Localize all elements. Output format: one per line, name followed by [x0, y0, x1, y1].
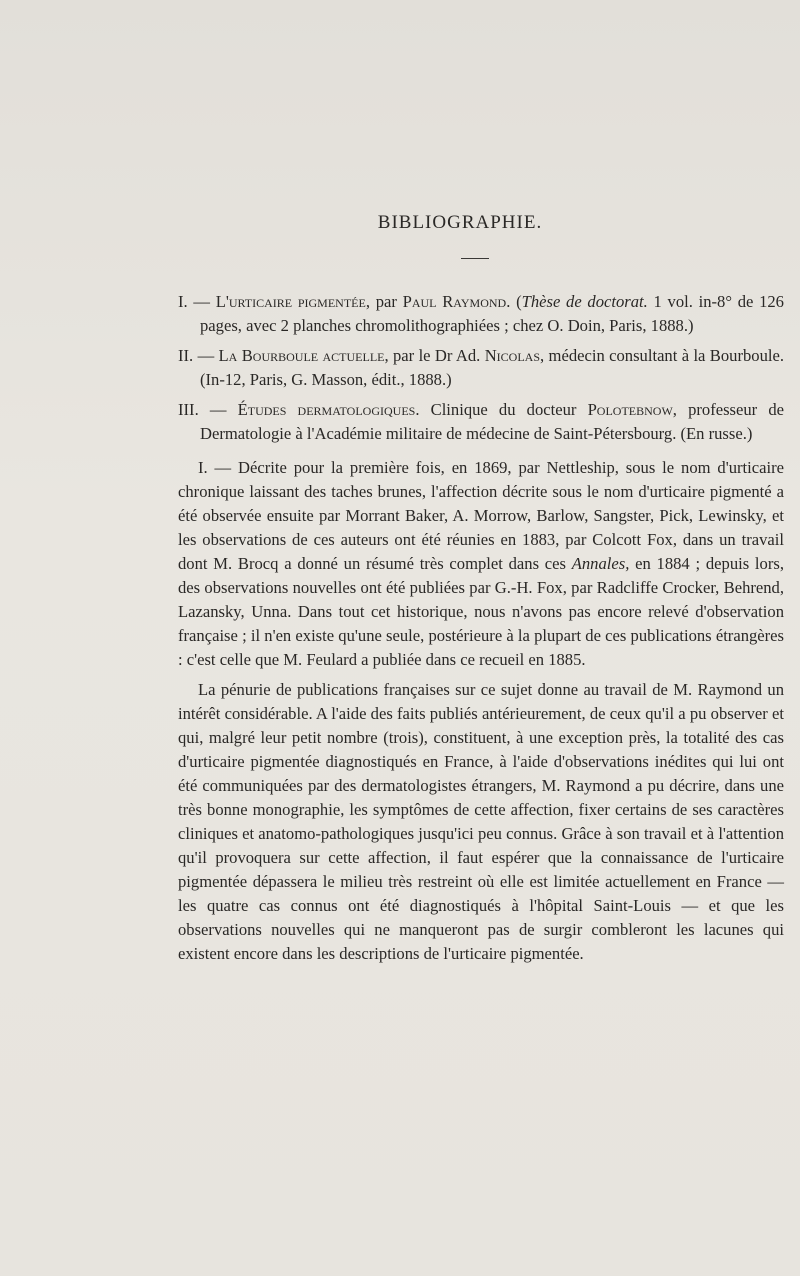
- text-body: [178, 284, 784, 972]
- entry-author: Nicolas: [484, 346, 541, 365]
- bibliography-entry-1: I. — L'urticaire pigmentée, par Paul Raymond. (Thèse de doctorat. 1 vol. in-8° de 126 pages, avec 2 planches chromolithographiées ; chez O. Doin, Paris, 1888.): [178, 292, 784, 335]
- entry-author: Paul Raymond: [402, 292, 507, 311]
- title-divider: [461, 258, 489, 259]
- paragraph-1: I. — Décrite pour la première fois, en 1869, par Nettleship, sous le nom d'urticaire chronique laissant des taches brunes, l'affection décrite sous le nom d'urticaire pigmenté a été observée ensuite par Morrant Baker, A. Morrow, Barlow, Sangster, Pick, Lewinsky, et les observations de ces auteurs ont été réunies en 1883, par Colcott Fox, dans un travail dont M. Brocq a donné un résumé très complet dans ces Annales, en 1884 ; depuis lors, des observations nouvelles ont été publiées par G.-H. Fox, par Radcliffe Crocker, Behrend, Lazansky, Unna. Dans tout cet historique, nous n'avons pas encore relevé d'observation française ; il n'en existe qu'une seule, postérieure à la plupart de ces publications étrangères : c'est celle que M. Feulard a publiée dans ce recueil en 1885.: [178, 458, 784, 669]
- entry-title: L'urticaire pigmentée,: [215, 292, 370, 311]
- entry-title: Études dermatologiques.: [237, 400, 420, 419]
- page-title: BIBLIOGRAPHIE.: [377, 212, 543, 233]
- paragraph-2: La pénurie de publications françaises sur ce sujet donne au travail de M. Raymond un intérêt considérable. A l'aide des faits publiés antérieurement, de ceux qu'il a pu observer et qui, malgré leur petit nombre (trois), constituent, à une exception près, la totalité des cas d'urticaire pigmentée diagnostiqués en France, à l'aide d'observations inédites qui lui ont été communiquées par des dermatologistes étrangers, M. Raymond a pu décrire, dans une très bonne monographie, les symptômes de cette affection, fixer certains de ses caractères cliniques et anatomo-pathologiques jusqu'ici peu connus. Grâce à son travail et à l'attention qu'il provoquera sur cette affection, il faut espérer que la connaissance de l'urticaire pigmentée dépassera le milieu très restreint où elle est limitée actuellement en France — les quatre cas connus ont été diagnostiqués à l'hôpital Saint-Louis — et que les observations nouvelles qui ne manqueront pas de surgir combleront les lacunes qui existent encore dans les descriptions de l'urticaire pigmentée.: [178, 680, 784, 963]
- entry-author: Polotebnow: [587, 400, 673, 419]
- bibliography-entry-2: II. — La Bourboule actuelle, par le Dr Ad. Nicolas, médecin consultant à la Bourboule. (In-12, Paris, G. Masson, édit., 1888.): [178, 346, 784, 389]
- entry-title: La Bourboule actuelle,: [218, 346, 389, 365]
- bibliography-entry-3: III. — Études dermatologiques. Clinique du docteur Polotebnow, professeur de Dermatologie à l'Académie militaire de médecine de Saint-Pétersbourg. (En russe.): [178, 400, 784, 443]
